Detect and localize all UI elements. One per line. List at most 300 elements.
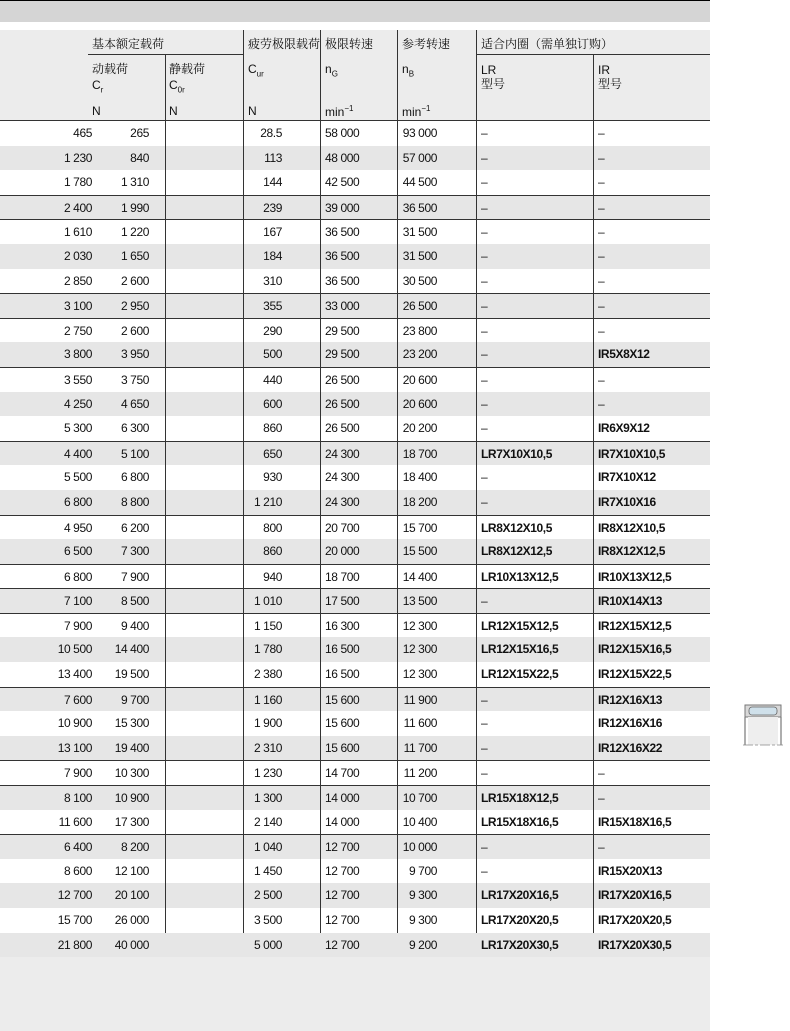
cell-ir-type: – <box>598 126 605 140</box>
cell-nb: 14 400 <box>402 569 437 584</box>
cell-cr: 2 750 <box>63 323 92 338</box>
cell-ng: 12 700 <box>325 863 360 878</box>
cell-ir-type: IR12X15X16,5 <box>598 642 672 657</box>
cell-ir-type: IR6X9X12 <box>598 421 650 436</box>
cur-symbol: C <box>248 62 257 76</box>
cell-nb: 31 500 <box>402 248 437 263</box>
column-divider <box>593 121 594 933</box>
cell-c0r: 9 700 <box>120 692 149 707</box>
cell-cur: 1 210 <box>253 494 282 509</box>
cell-cr: 8 100 <box>63 791 92 806</box>
cell-c0r: 2 950 <box>120 299 149 314</box>
cell-c0r: 10 300 <box>114 766 149 781</box>
cell-ng: 24 300 <box>325 446 360 461</box>
unit-n-1: N <box>92 104 101 118</box>
cell-c0r: 8 200 <box>120 840 149 855</box>
cell-c0r: 2 600 <box>120 273 149 288</box>
c0r-sub: 0r <box>177 85 185 95</box>
cell-cur: 1 040 <box>253 840 282 855</box>
ng-symbol: n <box>325 62 332 76</box>
table-row <box>0 490 710 515</box>
cr-sub: r <box>100 85 104 95</box>
cell-lr-type: LR8X12X12,5 <box>481 544 552 559</box>
cell-ng: 14 000 <box>325 814 360 829</box>
cell-cur: 2 380 <box>253 667 282 682</box>
cell-ng: 16 500 <box>325 667 360 682</box>
cell-c0r: 40 000 <box>114 937 149 952</box>
cell-lr-type: – <box>481 225 488 240</box>
cell-ir-type: – <box>598 323 605 338</box>
unit-min-1 <box>325 102 353 119</box>
cell-cr: 15 700 <box>57 913 92 927</box>
cell-nb: 18 700 <box>402 446 437 461</box>
cell-ir-type: – <box>598 372 605 387</box>
header-lr: LR <box>481 63 497 77</box>
nb-sub: B <box>408 69 415 79</box>
cell-cur: 113 <box>264 150 282 165</box>
cell-cr: 13 100 <box>57 740 92 755</box>
cell-lr-type: – <box>481 863 488 878</box>
table-row <box>0 613 710 638</box>
table-row <box>0 170 710 195</box>
unit-n-2: N <box>169 104 178 118</box>
cell-ir-type: IR17X20X30,5 <box>598 937 672 952</box>
table-header <box>0 30 710 121</box>
cell-nb: 12 300 <box>402 642 437 657</box>
cell-cur: 2 140 <box>253 814 282 829</box>
cell-nb: 13 500 <box>402 594 437 609</box>
cell-c0r: 6 300 <box>120 421 149 436</box>
header-ref-speed: 参考转速 <box>402 37 451 51</box>
cell-cur: 930 <box>263 470 282 485</box>
cr-symbol: C <box>92 78 101 92</box>
cell-nb: 18 400 <box>402 470 437 485</box>
cell-ng: 18 700 <box>325 569 360 584</box>
header-divider <box>593 55 594 121</box>
cell-ng: 20 700 <box>325 520 360 535</box>
cell-ir-type: IR10X13X12,5 <box>598 569 672 584</box>
cell-c0r: 12 100 <box>114 863 149 878</box>
cell-c0r: 15 300 <box>114 716 149 731</box>
cell-c0r: 3 950 <box>120 347 149 362</box>
header-cr <box>92 78 103 97</box>
cell-ir-type: – <box>598 273 605 288</box>
header-ir-type: 型号 <box>598 77 623 91</box>
column-divider <box>397 121 398 933</box>
cell-nb: 26 500 <box>402 299 437 314</box>
table-row <box>0 760 710 785</box>
cell-lr-type: – <box>481 421 488 436</box>
cell-lr-type: LR12X15X12,5 <box>481 618 559 633</box>
cell-lr-type: LR17X20X20,5 <box>481 913 559 927</box>
cell-c0r: 26 000 <box>114 913 149 927</box>
cell-nb: 20 600 <box>402 372 437 387</box>
cell-cur: 3 500 <box>253 913 282 927</box>
table-row <box>0 859 710 884</box>
table-row <box>0 834 710 859</box>
header-static-load: 静载荷 <box>169 62 206 76</box>
cell-ng: 48 000 <box>325 150 360 165</box>
cell-lr-type: – <box>481 150 488 165</box>
cell-ng: 26 500 <box>325 372 360 387</box>
header-ng <box>325 62 338 81</box>
cell-nb: 12 300 <box>402 618 437 633</box>
table-row <box>0 318 710 343</box>
cell-lr-type: LR12X15X22,5 <box>481 667 559 682</box>
cell-ir-type: – <box>598 248 605 263</box>
cell-ng: 14 000 <box>325 791 360 806</box>
cell-nb: 31 500 <box>402 225 437 240</box>
cell-ir-type: IR7X10X16 <box>598 494 656 509</box>
cell-nb: 9 200 <box>408 937 437 952</box>
cell-cr: 3 800 <box>63 347 92 362</box>
table-row <box>0 367 710 392</box>
cell-cur: 1 900 <box>253 716 282 731</box>
cell-lr-type: – <box>481 175 488 190</box>
header-c0r <box>169 78 185 97</box>
cell-ir-type: IR7X10X10,5 <box>598 446 665 461</box>
cell-cur: 860 <box>263 544 282 559</box>
table-row <box>0 195 710 220</box>
cell-ng: 24 300 <box>325 494 360 509</box>
header-fatigue-load: 疲劳极限载荷 <box>248 37 321 51</box>
cell-c0r: 8 800 <box>120 494 149 509</box>
cell-lr-type: – <box>481 494 488 509</box>
cell-c0r: 14 400 <box>114 642 149 657</box>
cell-nb: 20 200 <box>402 421 437 436</box>
cell-nb: 18 200 <box>402 494 437 509</box>
column-divider <box>243 121 244 933</box>
cell-c0r: 2 600 <box>120 323 149 338</box>
cell-ir-type: IR8X12X12,5 <box>598 544 665 559</box>
header-basic-load: 基本额定载荷 <box>92 37 165 51</box>
unit-min-2 <box>402 102 430 119</box>
cell-ng: 15 600 <box>325 716 360 731</box>
cell-cur: 1 780 <box>253 642 282 657</box>
cell-nb: 9 300 <box>408 913 437 927</box>
cell-nb: 15 500 <box>402 544 437 559</box>
cell-cr: 6 800 <box>63 494 92 509</box>
cell-lr-type: – <box>481 594 488 609</box>
cell-ng: 12 700 <box>325 913 360 927</box>
cell-nb: 9 300 <box>408 888 437 903</box>
nb-symbol: n <box>402 62 409 76</box>
cell-ir-type: – <box>598 175 605 190</box>
cell-ng: 33 000 <box>325 299 360 314</box>
cell-cr: 12 700 <box>57 888 92 903</box>
cell-cr: 7 600 <box>63 692 92 707</box>
cell-ir-type: IR12X16X16 <box>598 716 663 731</box>
cell-nb: 57 000 <box>402 150 437 165</box>
header-inner-ring: 适合内圈（需单独订购） <box>481 37 614 51</box>
cell-cur: 440 <box>263 372 282 387</box>
table-row <box>0 219 710 244</box>
cell-ng: 58 000 <box>325 126 360 140</box>
cell-nb: 20 600 <box>402 396 437 411</box>
cell-cur: 1 300 <box>253 791 282 806</box>
cell-c0r: 19 500 <box>114 667 149 682</box>
cell-lr-type: – <box>481 372 488 387</box>
cell-cur: 1 010 <box>253 594 282 609</box>
cell-ng: 26 500 <box>325 421 360 436</box>
header-divider <box>165 55 166 121</box>
cell-cur: 1 450 <box>253 863 282 878</box>
cell-nb: 11 900 <box>403 692 437 707</box>
table-row <box>0 785 710 810</box>
cell-c0r: 7 900 <box>120 569 149 584</box>
cell-cur: 800 <box>263 520 282 535</box>
cell-nb: 11 200 <box>403 766 437 781</box>
cell-ir-type: IR15X18X16,5 <box>598 814 672 829</box>
column-divider <box>320 121 321 933</box>
cell-cur: 239 <box>263 200 282 215</box>
header-divider <box>320 30 321 121</box>
cell-ir-type: IR17X20X16,5 <box>598 888 672 903</box>
cell-ng: 20 000 <box>325 544 360 559</box>
cell-lr-type: LR17X20X16,5 <box>481 888 559 903</box>
unit-min-text: min <box>402 105 422 119</box>
unit-exp: −1 <box>344 104 354 113</box>
cell-lr-type: – <box>481 347 488 362</box>
table-row <box>0 908 710 933</box>
table-row <box>0 637 710 662</box>
cell-cr: 10 900 <box>57 716 92 731</box>
cell-ir-type: – <box>598 200 605 215</box>
cell-nb: 44 500 <box>402 175 437 190</box>
cell-c0r: 1 310 <box>120 175 149 190</box>
cell-cr: 1 610 <box>63 225 92 240</box>
unit-n-3: N <box>248 104 257 118</box>
table-row <box>0 933 710 958</box>
cell-cur: 500 <box>263 347 282 362</box>
table-row <box>0 736 710 761</box>
cell-lr-type: – <box>481 740 488 755</box>
table-row <box>0 810 710 835</box>
cell-cr: 465 <box>73 126 92 140</box>
cell-nb: 10 400 <box>402 814 437 829</box>
cell-lr-type: LR7X10X10,5 <box>481 446 552 461</box>
cell-cr: 2 850 <box>63 273 92 288</box>
table-row <box>0 416 710 441</box>
cell-cr: 4 250 <box>63 396 92 411</box>
cell-cr: 4 400 <box>63 446 92 461</box>
cell-nb: 93 000 <box>402 126 437 140</box>
cell-c0r: 20 100 <box>114 888 149 903</box>
cell-cur: 167 <box>263 225 282 240</box>
cell-cur: 184 <box>263 248 282 263</box>
title-band <box>0 1 710 22</box>
cell-cr: 6 500 <box>63 544 92 559</box>
cell-lr-type: LR12X15X16,5 <box>481 642 559 657</box>
cell-c0r: 6 800 <box>120 470 149 485</box>
cell-c0r: 265 <box>130 126 149 140</box>
cell-ir-type: – <box>598 791 605 806</box>
cell-ir-type: – <box>598 766 605 781</box>
header-dynamic-load: 动载荷 <box>92 62 129 76</box>
cell-ir-type: – <box>598 150 605 165</box>
cell-cur: 1 160 <box>253 692 282 707</box>
cell-ng: 29 500 <box>325 323 360 338</box>
cell-cur: 860 <box>263 421 282 436</box>
table-row <box>0 711 710 736</box>
ng-sub: G <box>331 69 338 79</box>
cell-lr-type: – <box>481 200 488 215</box>
cell-ir-type: – <box>598 225 605 240</box>
cell-cur: 28.5 <box>260 126 282 140</box>
cell-cur: 144 <box>263 175 282 190</box>
cell-ng: 15 600 <box>325 692 360 707</box>
cell-c0r: 1 220 <box>120 225 149 240</box>
cell-lr-type: LR15X18X12,5 <box>481 791 559 806</box>
cell-cur: 1 230 <box>253 766 282 781</box>
cell-ng: 17 500 <box>325 594 360 609</box>
cell-ir-type: IR17X20X20,5 <box>598 913 672 927</box>
cell-lr-type: LR15X18X16,5 <box>481 814 559 829</box>
cell-lr-type: LR10X13X12,5 <box>481 569 559 584</box>
cell-ir-type: IR12X16X13 <box>598 692 663 707</box>
table-row <box>0 539 710 564</box>
cell-ir-type: IR10X14X13 <box>598 594 663 609</box>
cell-cr: 7 100 <box>63 594 92 609</box>
cell-c0r: 8 500 <box>120 594 149 609</box>
cell-ng: 12 700 <box>325 840 360 855</box>
table-row <box>0 687 710 712</box>
header-cur <box>248 62 264 81</box>
table-row <box>0 146 710 171</box>
needle-bearing-cross-section-icon <box>743 703 783 747</box>
c0r-symbol: C <box>169 78 178 92</box>
cell-nb: 11 700 <box>403 740 437 755</box>
cell-cr: 1 230 <box>63 150 92 165</box>
table-row <box>0 121 710 146</box>
cell-ir-type: IR12X16X22 <box>598 740 663 755</box>
cell-lr-type: – <box>481 716 488 731</box>
cell-cur: 5 000 <box>253 937 282 952</box>
cell-ng: 29 500 <box>325 347 360 362</box>
cell-cr: 4 950 <box>63 520 92 535</box>
header-divider <box>243 30 244 121</box>
cell-ng: 16 300 <box>325 618 360 633</box>
cell-cur: 290 <box>263 323 282 338</box>
table-row <box>0 342 710 367</box>
cell-c0r: 19 400 <box>114 740 149 755</box>
cell-ng: 15 600 <box>325 740 360 755</box>
cell-cr: 21 800 <box>57 937 92 952</box>
cell-cur: 310 <box>263 273 282 288</box>
cell-ng: 24 300 <box>325 470 360 485</box>
table-row <box>0 883 710 908</box>
cell-nb: 36 500 <box>402 200 437 215</box>
cell-lr-type: – <box>481 248 488 263</box>
cell-lr-type: LR17X20X30,5 <box>481 937 559 952</box>
cell-lr-type: LR8X12X10,5 <box>481 520 552 535</box>
cell-c0r: 17 300 <box>114 814 149 829</box>
cell-c0r: 1 650 <box>120 248 149 263</box>
table-body <box>0 121 710 957</box>
cell-nb: 23 200 <box>402 347 437 362</box>
cell-c0r: 9 400 <box>120 618 149 633</box>
cell-ir-type: IR15X20X13 <box>598 863 663 878</box>
cell-lr-type: – <box>481 692 488 707</box>
cell-cur: 2 500 <box>253 888 282 903</box>
cell-ng: 12 700 <box>325 937 360 952</box>
cell-c0r: 7 300 <box>120 544 149 559</box>
cell-cur: 600 <box>263 396 282 411</box>
cell-ng: 36 500 <box>325 225 360 240</box>
unit-exp: −1 <box>421 104 431 113</box>
cell-nb: 9 700 <box>408 863 437 878</box>
cell-cr: 1 780 <box>63 175 92 190</box>
cell-ng: 14 700 <box>325 766 360 781</box>
header-limit-speed: 极限转速 <box>325 37 374 51</box>
cell-c0r: 3 750 <box>120 372 149 387</box>
cell-ir-type: – <box>598 396 605 411</box>
column-divider <box>476 121 477 933</box>
table-row <box>0 465 710 490</box>
cell-cr: 2 400 <box>63 200 92 215</box>
cell-cr: 6 800 <box>63 569 92 584</box>
cell-nb: 30 500 <box>402 273 437 288</box>
cell-c0r: 840 <box>130 150 149 165</box>
cell-cur: 2 310 <box>253 740 282 755</box>
cell-ir-type: IR12X15X22,5 <box>598 667 672 682</box>
cell-cr: 2 030 <box>63 248 92 263</box>
cell-ng: 42 500 <box>325 175 360 190</box>
cell-c0r: 5 100 <box>120 446 149 461</box>
table-row <box>0 588 710 613</box>
cell-ng: 36 500 <box>325 248 360 263</box>
cell-lr-type: – <box>481 766 488 781</box>
cur-sub: ur <box>256 69 264 79</box>
cell-ir-type: IR5X8X12 <box>598 347 650 362</box>
header-divider <box>476 30 477 121</box>
cell-lr-type: – <box>481 126 488 140</box>
cell-lr-type: – <box>481 470 488 485</box>
cell-c0r: 4 650 <box>120 396 149 411</box>
cell-ng: 12 700 <box>325 888 360 903</box>
table-row <box>0 269 710 294</box>
cell-cur: 940 <box>263 569 282 584</box>
cell-nb: 15 700 <box>402 520 437 535</box>
table-row <box>0 564 710 589</box>
cell-cr: 5 300 <box>63 421 92 436</box>
cell-c0r: 1 990 <box>120 200 149 215</box>
table-row <box>0 244 710 269</box>
header-divider <box>397 30 398 121</box>
cell-cr: 11 600 <box>58 814 92 829</box>
cell-nb: 10 000 <box>402 840 437 855</box>
cell-ng: 36 500 <box>325 273 360 288</box>
cell-cr: 7 900 <box>63 766 92 781</box>
cell-ir-type: – <box>598 299 605 314</box>
cell-cur: 1 150 <box>253 618 282 633</box>
table-row <box>0 662 710 687</box>
header-nb <box>402 62 414 81</box>
cell-cr: 5 500 <box>63 470 92 485</box>
header-lr-type: 型号 <box>481 77 506 91</box>
cell-cr: 10 500 <box>57 642 92 657</box>
table-row <box>0 515 710 540</box>
cell-nb: 11 600 <box>403 716 437 731</box>
cell-cur: 650 <box>263 446 282 461</box>
cell-lr-type: – <box>481 840 488 855</box>
table-row <box>0 392 710 417</box>
cell-nb: 12 300 <box>402 667 437 682</box>
cell-ir-type: IR7X10X12 <box>598 470 656 485</box>
cell-cr: 3 550 <box>63 372 92 387</box>
cell-nb: 10 700 <box>402 791 437 806</box>
unit-min-text: min <box>325 105 345 119</box>
